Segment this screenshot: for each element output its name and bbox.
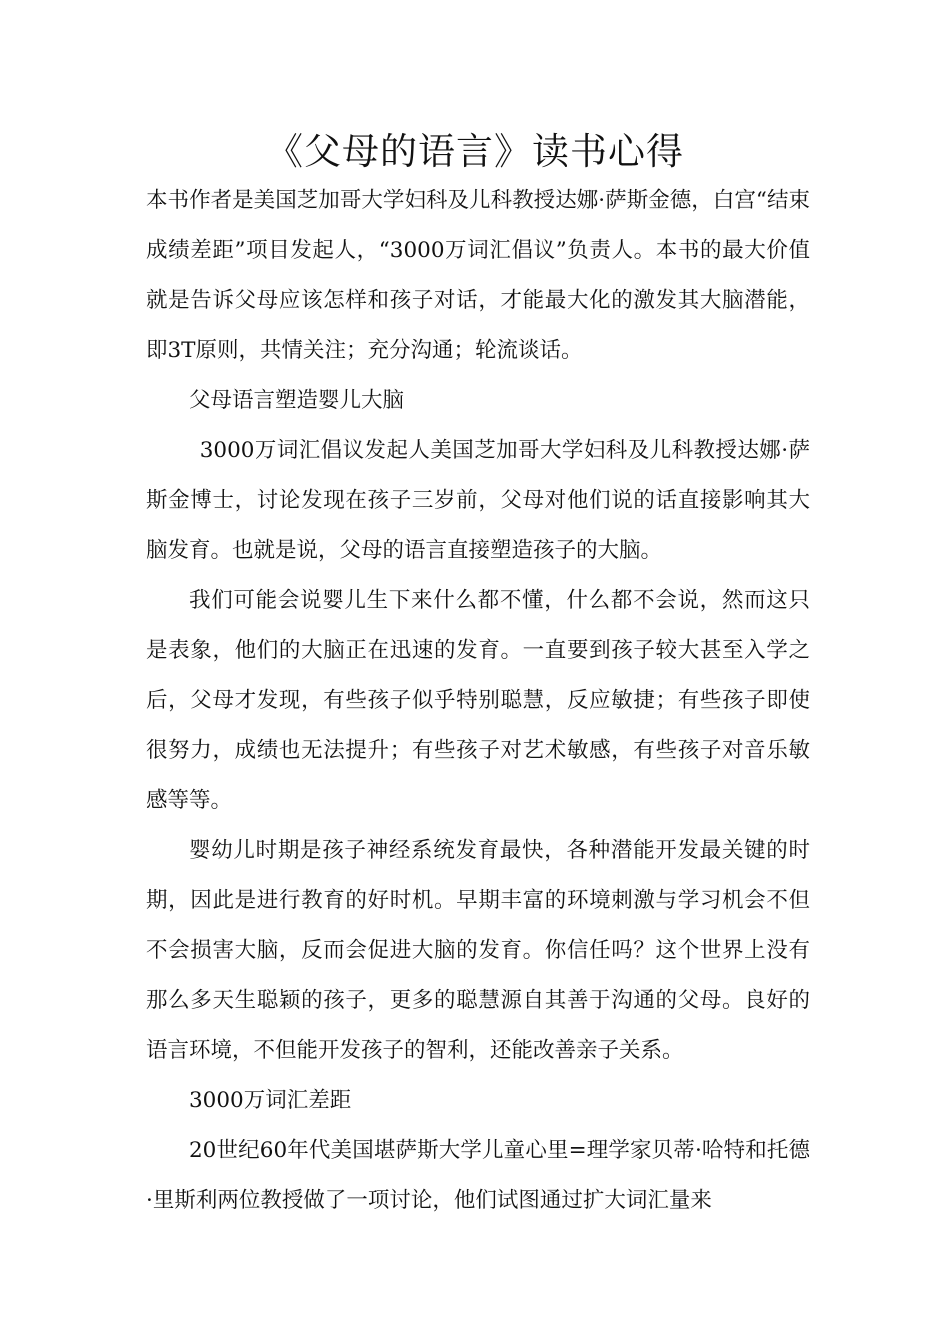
document-title: 《父母的语言》读书心得 (266, 130, 684, 173)
paragraph-initiative: 3000万词汇倡议发起人美国芝加哥大学妇科及儿科教授达娜·萨斯金博士，讨论发现在孩子三岁前，父母对他们说的话直接影响其大脑发育。也就是说，父母的语言直接塑造孩子的大脑。 (146, 438, 810, 563)
paragraph-early-education: 婴幼儿时期是孩子神经系统发育最快，各种潜能开发最关键的时期，因此是进行教育的好时机。早期丰富的环境刺激与学习机会不但不会损害大脑，反而会促进大脑的发育。你信任吗？这个世界上没有那么多天生聪颖的孩子，更多的聪慧源自其善于沟通的父母。良好的语言环境，不但能开发孩子的智利，还能改善亲子关系。 (146, 838, 810, 1063)
paragraph-intro: 本书作者是美国芝加哥大学妇科及儿科教授达娜·萨斯金德，白宫“结束成绩差距”项目发起人，“3000万词汇倡议”负责人。本书的最大价值就是告诉父母应该怎样和孩子对话，才能最大化的激发其大脑潜能，即3T原则，共情关注；充分沟通；轮流谈话。 (146, 188, 810, 363)
section-heading-brain: 父母语言塑造婴儿大脑 (189, 388, 405, 413)
paragraph-infant-development: 我们可能会说婴儿生下来什么都不懂，什么都不会说，然而这只是表象，他们的大脑正在迅速的发育。一直要到孩子较大甚至入学之后，父母才发现，有些孩子似乎特别聪慧，反应敏捷；有些孩子即使很努力，成绩也无法提升；有些孩子对艺术敏感，有些孩子对音乐敏感等等。 (146, 588, 810, 813)
paragraph-research: 20世纪60年代美国堪萨斯大学儿童心里=理学家贝蒂·哈特和托德·里斯利两位教授做了一项讨论，他们试图通过扩大词汇量来 (146, 1138, 810, 1213)
section-heading-word-gap: 3000万词汇差距 (189, 1088, 352, 1113)
document-body (146, 176, 810, 1226)
